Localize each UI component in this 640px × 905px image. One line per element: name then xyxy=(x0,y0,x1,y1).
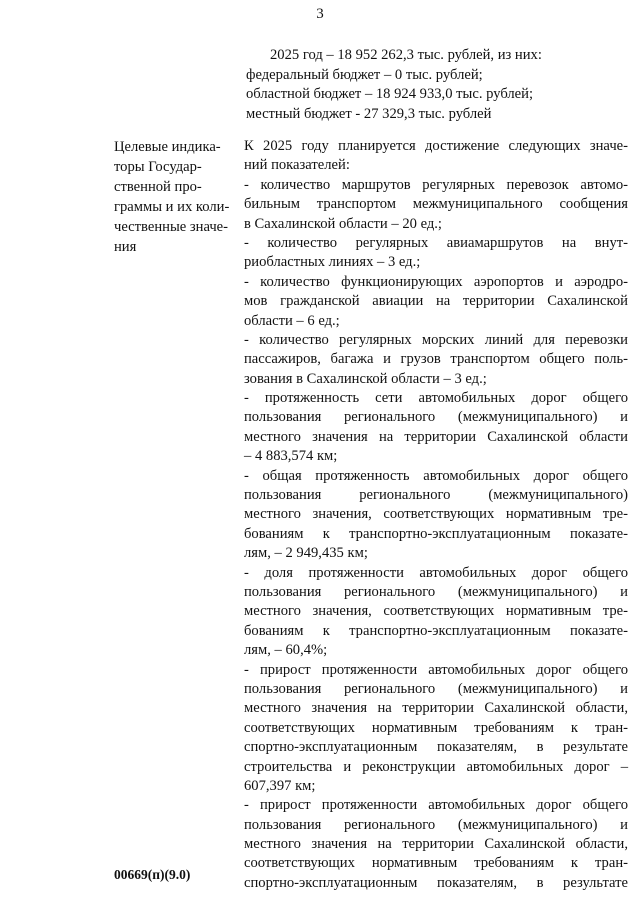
text-line: лям, – 60,4%; xyxy=(244,642,328,659)
text-line: пользования регионального (межмуниципального) и xyxy=(244,583,628,600)
text-line: - количество регулярных морских линий для перевозки xyxy=(244,331,628,348)
text-line: пассажиров, багажа и грузов транспортом общего поль- xyxy=(244,351,628,368)
text-line: - протяженность сети автомобильных дорог общего xyxy=(244,390,628,407)
text-line: 607,397 км; xyxy=(244,777,316,794)
text-line: ний показателей: xyxy=(244,157,350,174)
budget-line: 2025 год – 18 952 262,3 тыс. рублей, из них: xyxy=(270,47,542,63)
budget-block xyxy=(246,46,542,124)
text-line: спортно-эксплуатационным показателям, в результате xyxy=(244,874,628,891)
text-line: бильным транспортом межмуниципального сообщения xyxy=(244,196,628,213)
text-line: пользования регионального (межмуниципального) и xyxy=(244,816,628,833)
text-line: местного значения, соответствующих нормативным тре- xyxy=(244,603,628,620)
indicator-values-text xyxy=(244,137,628,893)
text-line: - прирост протяженности автомобильных дорог общего xyxy=(244,661,628,678)
heading-line: ния xyxy=(114,239,137,255)
text-line: пользования регионального (межмуниципального) xyxy=(244,487,628,504)
text-line: - количество функционирующих аэропортов и аэродро- xyxy=(244,273,628,290)
text-line: риобластных линиях – 3 ед.; xyxy=(244,254,421,271)
text-line: - прирост протяженности автомобильных дорог общего xyxy=(244,797,628,814)
heading-line: торы Государ- xyxy=(114,159,202,175)
heading-line: граммы и их коли- xyxy=(114,199,230,215)
budget-line: федеральный бюджет – 0 тыс. рублей; xyxy=(246,66,483,83)
text-line: мов гражданской авиации на территории Сахалинской xyxy=(244,293,628,310)
text-line: области – 6 ед.; xyxy=(244,312,340,329)
budget-line: местный бюджет - 27 329,3 тыс. рублей xyxy=(246,105,492,122)
text-line: местного значения на территории Сахалинской области, xyxy=(244,836,628,853)
text-line: бованиям к транспортно-эксплуатационным показате- xyxy=(244,525,628,542)
text-line: спортно-эксплуатационным показателям, в результате xyxy=(244,739,628,756)
text-line: в Сахалинской области – 20 ед.; xyxy=(244,215,442,232)
heading-line: Целевые индика- xyxy=(114,139,221,155)
heading-line: чественные значе- xyxy=(114,219,229,235)
text-line: пользования регионального (межмуниципального) и xyxy=(244,680,628,697)
indicator-heading xyxy=(114,137,238,257)
text-line: - общая протяженность автомобильных дорог общего xyxy=(244,467,628,484)
text-line: пользования регионального (межмуниципального) и xyxy=(244,409,628,426)
text-line: строительства и реконструкции автомобильных дорог – xyxy=(244,758,628,775)
text-line: К 2025 году планируется достижение следующих значе- xyxy=(244,138,628,154)
text-line: - количество регулярных авиамаршрутов на внут- xyxy=(244,234,628,251)
text-line: зования в Сахалинской области – 3 ед.; xyxy=(244,370,487,387)
text-line: - количество маршрутов регулярных перевозок автомо- xyxy=(244,176,628,193)
text-line: соответствующих нормативным требованиям к тран- xyxy=(244,719,628,736)
page-number: 3 xyxy=(316,6,324,22)
budget-line: областной бюджет – 18 924 933,0 тыс. рублей; xyxy=(246,86,534,102)
text-line: – 4 883,574 км; xyxy=(244,448,338,465)
document-code: 00669(п)(9.0) xyxy=(114,867,191,882)
text-line: местного значения на территории Сахалинской области xyxy=(244,428,628,445)
text-line: местного значения на территории Сахалинской области, xyxy=(244,700,628,717)
text-line: - доля протяженности автомобильных дорог общего xyxy=(244,564,628,581)
heading-line: ственной про- xyxy=(114,179,202,195)
text-line: местного значения, соответствующих нормативным тре- xyxy=(244,506,628,523)
text-line: соответствующих нормативным требованиям к тран- xyxy=(244,855,628,872)
text-line: лям, – 2 949,435 км; xyxy=(244,545,368,562)
text-line: бованиям к транспортно-эксплуатационным показате- xyxy=(244,622,628,639)
